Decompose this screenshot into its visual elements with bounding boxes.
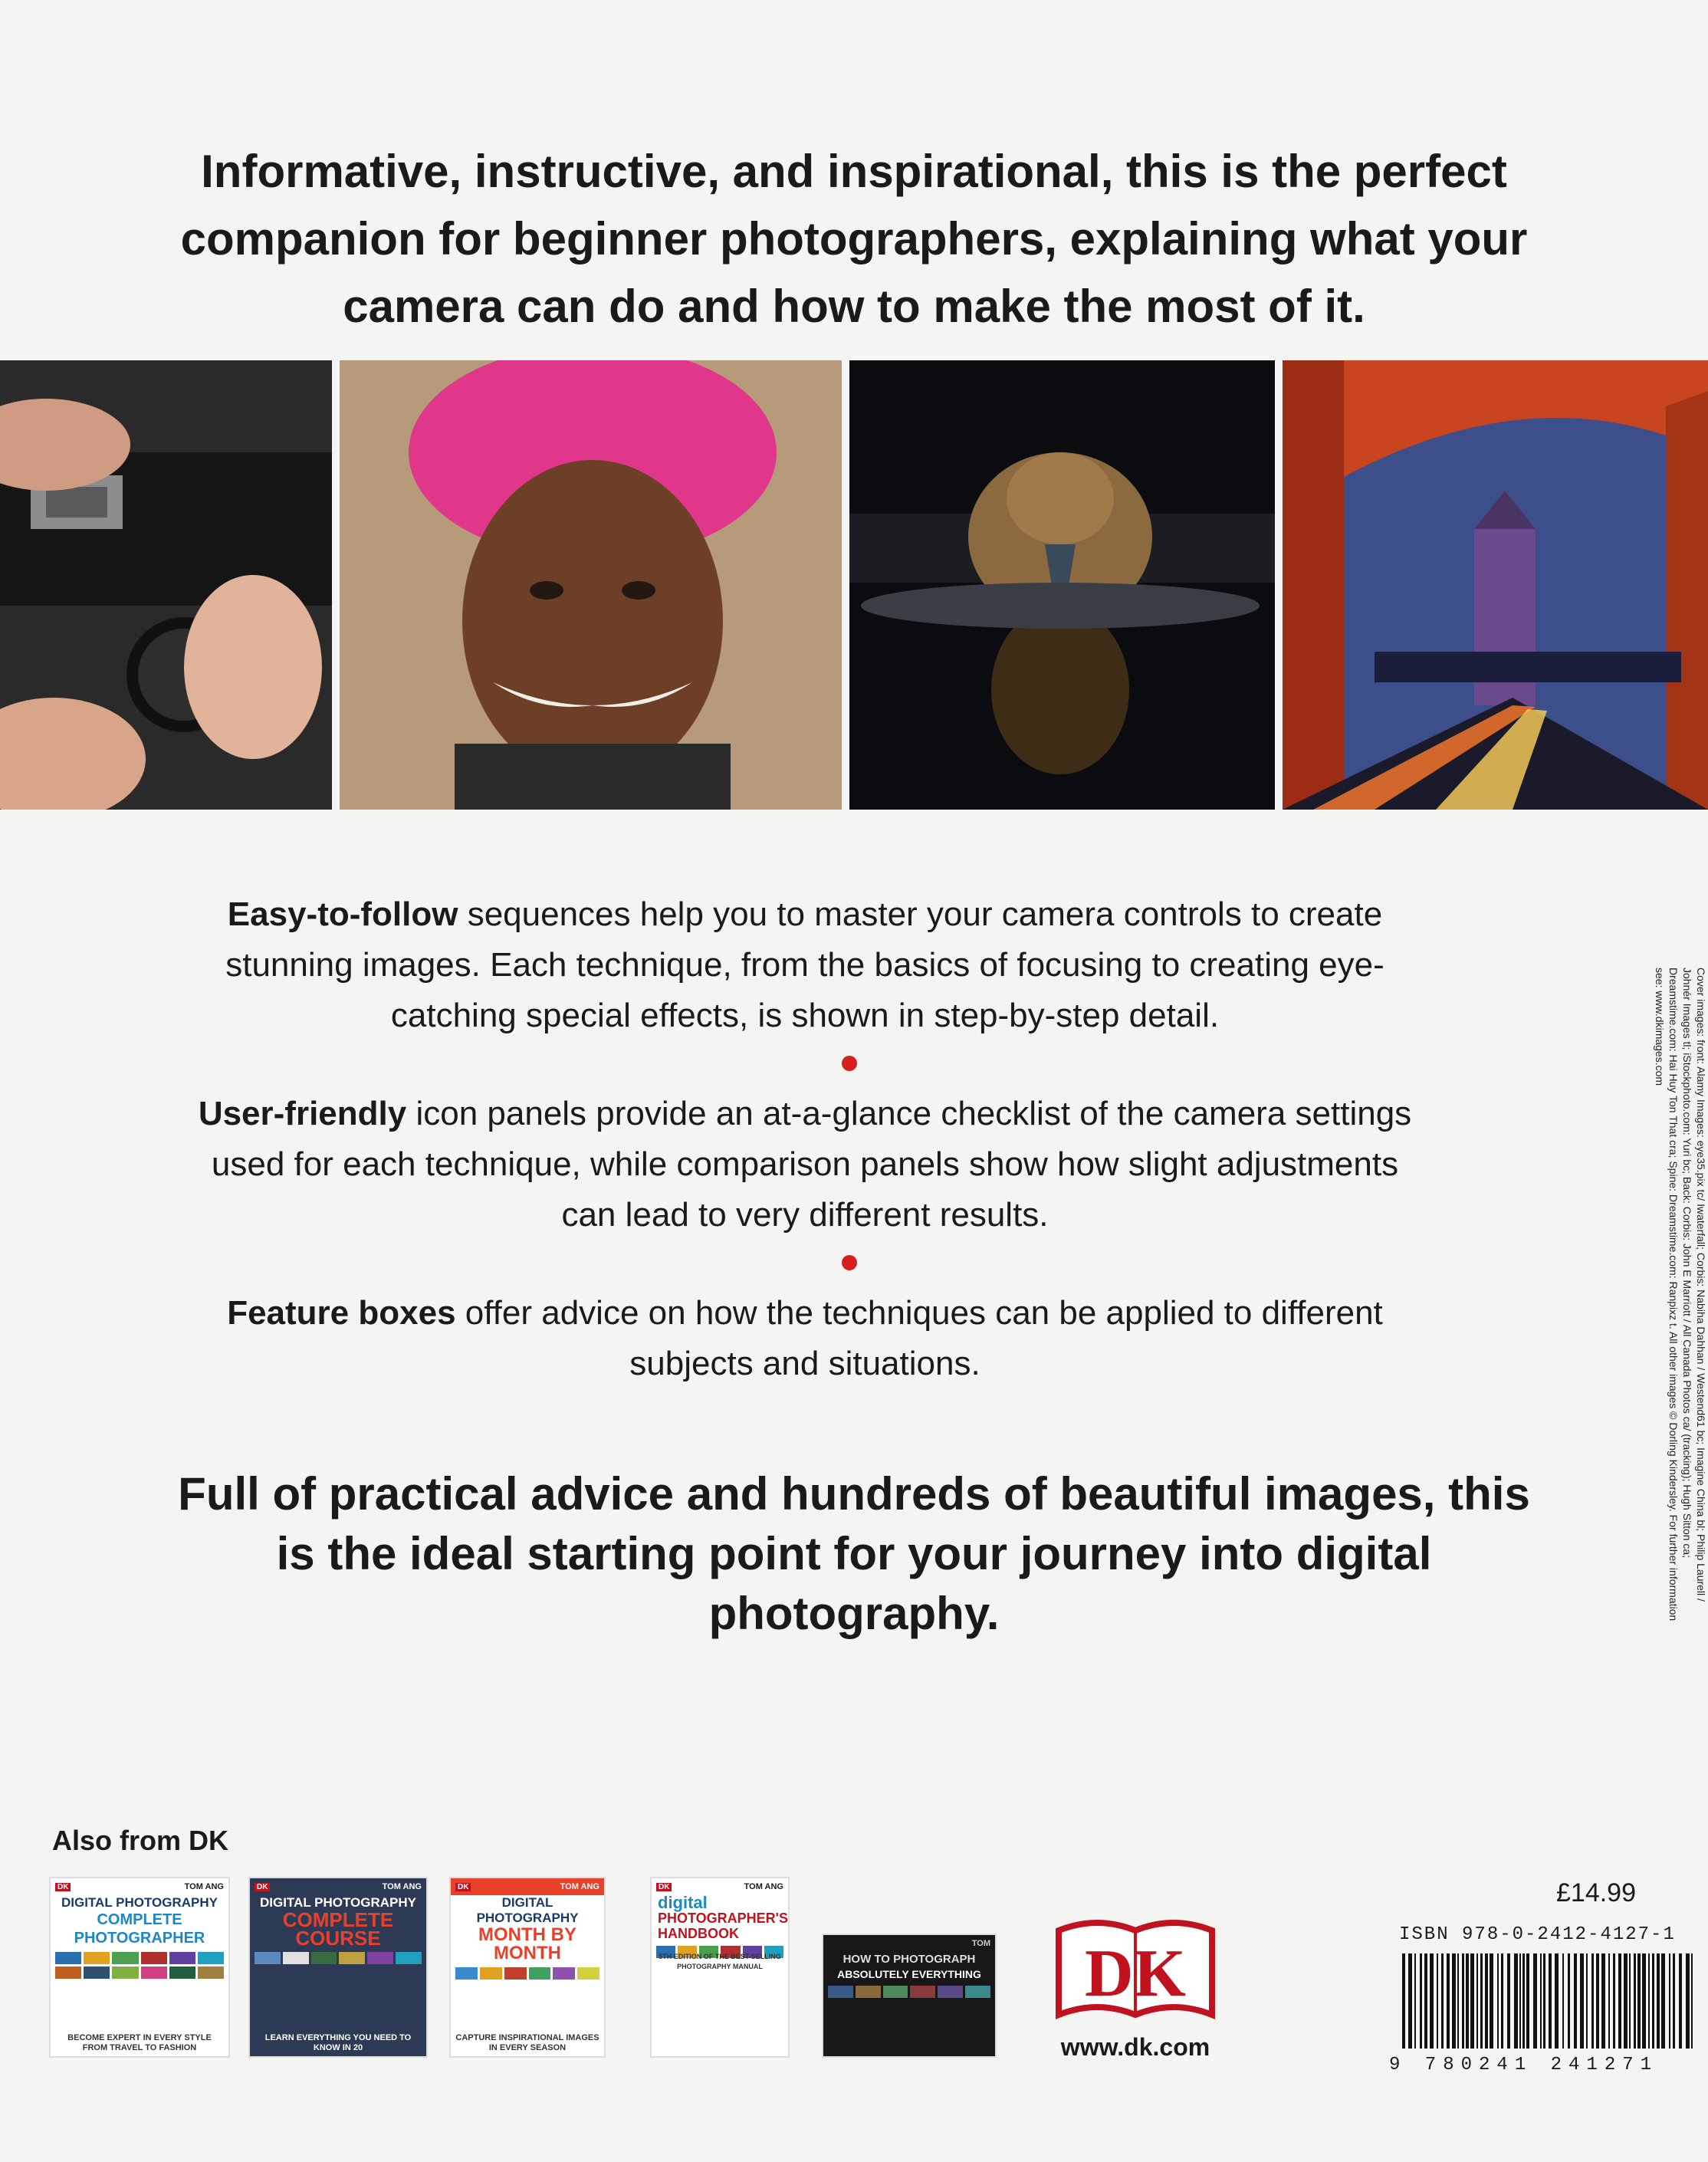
turban-man-portrait-photo <box>340 360 842 810</box>
book-cover-photographers-handbook <box>652 1878 788 2056</box>
image-credits <box>1654 968 1708 1635</box>
book-title-line1: DIGITAL PHOTOGRAPHY <box>259 1895 417 1910</box>
book-title-line2: ABSOLUTELY EVERYTHING <box>837 1968 981 1980</box>
barcode-bar <box>1642 1953 1646 2049</box>
feature-paragraph-feature-boxes <box>184 1288 1426 1389</box>
book-thumbnail-grid <box>51 1947 228 1983</box>
book-author: TOM <box>971 1939 990 1948</box>
photo-strip <box>0 360 1708 810</box>
barcode-bar <box>1402 1953 1405 2049</box>
barcode-bar <box>1596 1953 1599 2049</box>
barcode-bar <box>1637 1953 1641 2049</box>
barcode-bar <box>1669 1953 1670 2049</box>
book-title-line2: PHOTOGRAPHER'S HANDBOOK <box>658 1911 788 1941</box>
barcode-bar <box>1485 1953 1488 2049</box>
barcode-bar <box>1562 1953 1564 2049</box>
barcode-bar <box>1618 1953 1621 2049</box>
paragraph-text: sequences help you to master your camera controls to create stunning images. Each technique, from the basics of focusing to creating eye-catching special effects, is shown in step-by-step detail. <box>225 895 1384 1034</box>
barcode-bar <box>1408 1953 1412 2049</box>
barcode-bar <box>1462 1953 1464 2049</box>
image-credits-text: Cover images: front: Alamy Images: eye35.pix tc/ Iwaterfall; Corbis: Nabiha Dahhan / Westend61 bc; Imagine China bl; Philip Laurell / Johnér Images tl; iStockphoto.com: Yuri bc; Back: Corbis: John E Marriott / All Canada Photos ca/ (tracking); Hugh Sitton ca; Dreamstime.com: Hai Huy Ton That cra; Spine: Dreamstime.com: Ranpixz t. All other images © Dorling Kindersley. For further information see: www.dkimages.com <box>1654 968 1707 1622</box>
isbn-number: ISBN 978-0-2412-4127-1 <box>1399 1924 1676 1945</box>
book-title-line2: COMPLETE PHOTOGRAPHER <box>74 1911 205 1947</box>
barcode-bar <box>1591 1953 1594 2049</box>
barcode-bar <box>1568 1953 1570 2049</box>
closing-statement: Full of practical advice and hundreds of beautiful images, this is the ideal starting point for your journey into digital photography. <box>178 1468 1530 1639</box>
book-cover-how-to-photograph <box>823 1935 995 2056</box>
paragraph-lead: Easy-to-follow <box>227 895 458 933</box>
barcode-bar <box>1661 1953 1665 2049</box>
paragraph-lead: Feature boxes <box>227 1294 456 1332</box>
barcode-bar <box>1608 1953 1610 2049</box>
separator-dot <box>842 1255 857 1270</box>
barcode-bar <box>1673 1953 1675 2049</box>
barcode-bar <box>1652 1953 1654 2049</box>
barcode-bar <box>1601 1953 1605 2049</box>
barcode-bar <box>1624 1953 1628 2049</box>
headline: Informative, instructive, and inspirational, this is the perfect companion for beginner photographers, explaining what your camera can do and how to make the most of it. <box>180 146 1528 332</box>
barcode-bar <box>1514 1953 1518 2049</box>
book-author: TOM ANG <box>184 1882 224 1891</box>
barcode-digits: 9 780241 241271 <box>1389 2055 1659 2075</box>
book-publisher: DK <box>255 1883 270 1891</box>
book-tagline: 5TH EDITION OF THE BEST-SELLING PHOTOGRAPHY MANUAL <box>659 1953 781 1970</box>
barcode-bar <box>1555 1953 1559 2049</box>
paragraph-text: offer advice on how the techniques can be applied to different subjects and situations. <box>455 1294 1383 1382</box>
barcode-bar <box>1452 1953 1456 2049</box>
barcode-bar <box>1430 1953 1434 2049</box>
barcode-bar <box>1691 1953 1693 2049</box>
book-title-line1: HOW TO PHOTOGRAPH <box>843 1953 976 1966</box>
also-from-label: Also from DK <box>52 1825 229 1856</box>
feature-paragraph-user-friendly <box>184 1089 1426 1240</box>
barcode-bar <box>1686 1953 1690 2049</box>
dk-logo-lettering: DK <box>1085 1937 1186 2011</box>
barcode-bar <box>1574 1953 1577 2049</box>
barcode-bar <box>1657 1953 1660 2049</box>
book-publisher: DK <box>455 1883 471 1891</box>
barcode-bar <box>1533 1953 1537 2049</box>
barcode-bar <box>1634 1953 1636 2049</box>
book-cover-complete-photographer <box>51 1878 228 2056</box>
barcode-bar <box>1549 1953 1552 2049</box>
barcode-bar <box>1580 1953 1584 2049</box>
barcode-bar <box>1420 1953 1422 2049</box>
barcode-bar <box>1447 1953 1450 2049</box>
book-publisher: DK <box>656 1883 672 1891</box>
book-publisher: DK <box>55 1883 71 1891</box>
book-author: TOM ANG <box>382 1882 422 1891</box>
barcode-bar <box>1507 1953 1510 2049</box>
book-title-line2: COMPLETE COURSE <box>282 1908 394 1950</box>
barcode-bar <box>1437 1953 1438 2049</box>
barcode-bar <box>1526 1953 1529 2049</box>
barcode-bar <box>1490 1953 1493 2049</box>
paragraph-lead: User-friendly <box>198 1095 407 1132</box>
book-author: TOM ANG <box>744 1882 783 1891</box>
barcode-bar <box>1497 1953 1499 2049</box>
book-author: TOM ANG <box>560 1882 599 1891</box>
book-title-line1: DIGITAL PHOTOGRAPHY <box>61 1895 218 1910</box>
barcode-bar <box>1470 1953 1474 2049</box>
book-thumbnail-grid <box>250 1947 426 1969</box>
book-cover-complete-course <box>250 1878 426 2056</box>
book-title-line1: digital <box>658 1893 708 1912</box>
barcode-bar <box>1501 1953 1503 2049</box>
barcode-bar <box>1457 1953 1459 2049</box>
dk-logo <box>1055 1915 1216 2022</box>
barcode-bar <box>1522 1953 1525 2049</box>
camera-hands-photo <box>0 360 332 810</box>
book-thumbnail-grid <box>451 1963 604 1984</box>
feature-paragraph-easy <box>184 889 1426 1041</box>
barcode-bar <box>1476 1953 1478 2049</box>
dk-website-url: www.dk.com <box>1060 2033 1210 2061</box>
book-tagline: BECOME EXPERT IN EVERY STYLE FROM TRAVEL TO FASHION <box>67 2033 212 2052</box>
book-tagline: LEARN EVERYTHING YOU NEED TO KNOW IN 20 <box>264 2033 412 2052</box>
separator-dot <box>842 1056 857 1071</box>
duckling-on-water-photo <box>849 360 1275 810</box>
barcode-bar <box>1586 1953 1588 2049</box>
barcode <box>1399 1953 1698 2049</box>
book-title-line1: DIGITAL PHOTOGRAPHY <box>476 1895 579 1925</box>
barcode-bar <box>1441 1953 1444 2049</box>
price: £14.99 <box>1556 1878 1636 1907</box>
barcode-bar <box>1414 1953 1416 2049</box>
barcode-bar <box>1540 1953 1542 2049</box>
barcode-bar <box>1648 1953 1650 2049</box>
paragraph-text: icon panels provide an at-a-glance checklist of the camera settings used for each technique, while comparison panels show how slight adjustments can lead to very different results. <box>211 1095 1412 1234</box>
barcode-bar <box>1519 1953 1521 2049</box>
barcode-bar <box>1424 1953 1427 2049</box>
barcode-bar <box>1629 1953 1631 2049</box>
book-tagline: CAPTURE INSPIRATIONAL IMAGES IN EVERY SEASON <box>455 2033 599 2052</box>
barcode-bar <box>1466 1953 1469 2049</box>
book-title-line2: MONTH BY MONTH <box>478 1924 576 1963</box>
barcode-bar <box>1543 1953 1545 2049</box>
tower-bridge-night-photo <box>1283 360 1708 810</box>
book-thumbnail-grid <box>823 1981 995 2003</box>
barcode-bar <box>1613 1953 1615 2049</box>
book-cover-month-by-month <box>451 1878 604 2056</box>
barcode-bar <box>1480 1953 1483 2049</box>
barcode-bar <box>1679 1953 1682 2049</box>
